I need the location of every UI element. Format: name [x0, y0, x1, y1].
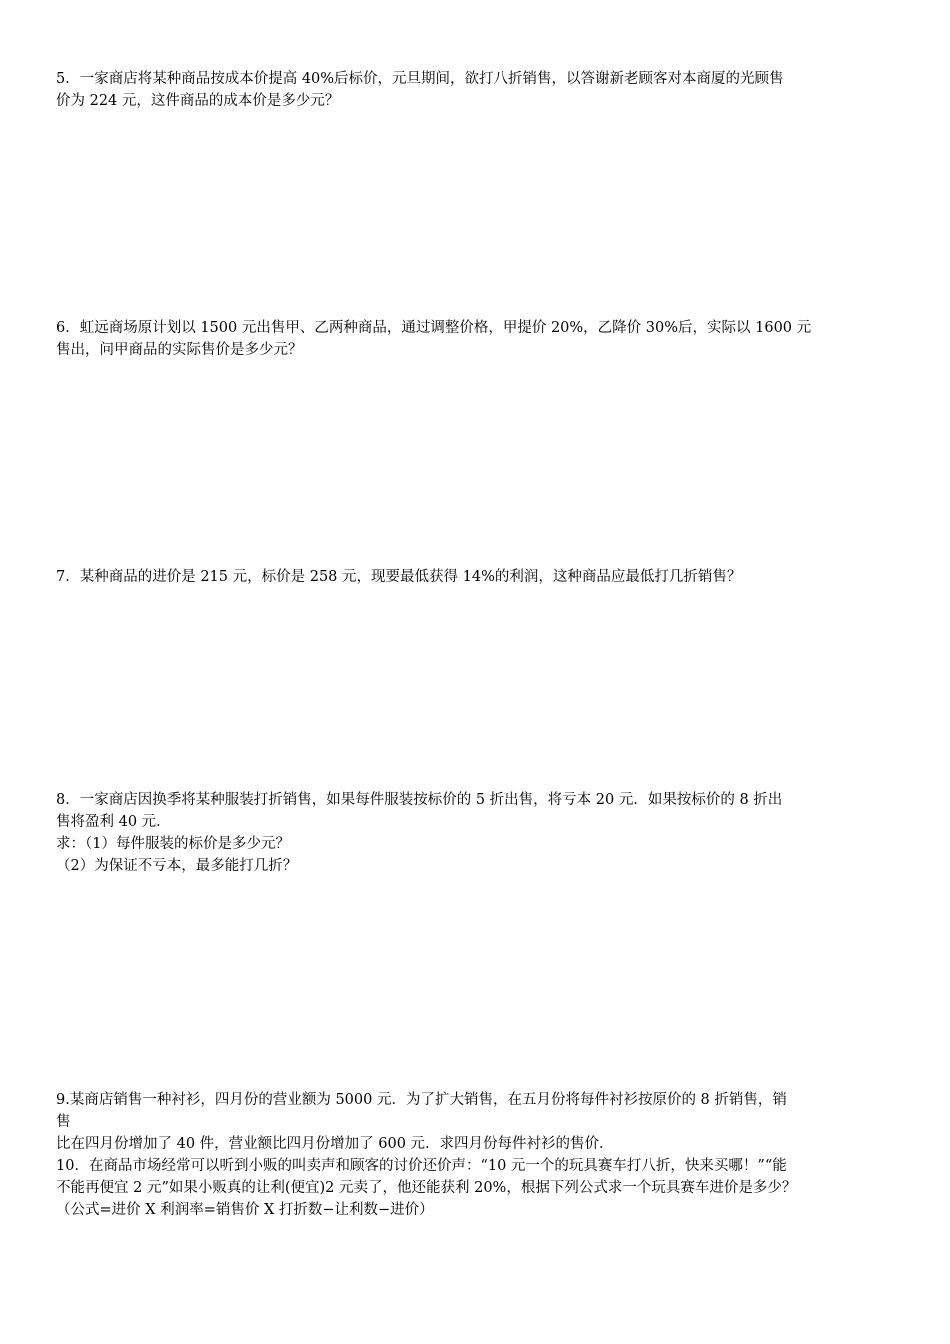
question-8-line-2: 售将盈利 40 元． [56, 814, 171, 830]
question-7 [56, 566, 901, 588]
question-9-line-3: 比在四月份增加了 40 件，营业额比四月份增加了 600 元．求四月份每件衬衫的售价． [56, 1136, 614, 1152]
question-9-line-2: 售 [56, 1114, 71, 1130]
question-8-part-1: 求：（1）每件服装的标价是多少元？ [56, 836, 290, 852]
question-6 [56, 317, 901, 361]
question-5-line-1: 5．一家商店将某种商品按成本价提高 40%后标价，元旦期间，欲打八折销售，以答谢新老顾客对本商厦的光顾售 [56, 71, 784, 87]
question-10-line-2: 不能再便宜 2 元”如果小贩真的让利(便宜)2 元卖了，他还能获利 20%，根据下列公式求一个玩具赛车进价是多少？ [56, 1180, 797, 1196]
question-8-line-1: 8．一家商店因换季将某种服装打折销售，如果每件服装按标价的 5 折出售，将亏本 20 元．如果按标价的 8 折出 [56, 792, 783, 808]
question-9 [56, 1089, 901, 1155]
question-10 [56, 1155, 901, 1221]
question-6-line-2: 售出，问甲商品的实际售价是多少元？ [56, 342, 303, 358]
question-5-line-2: 价为 224 元，这件商品的成本价是多少元？ [56, 93, 340, 109]
question-7-line-1: 7．某种商品的进价是 215 元，标价是 258 元，现要最低获得 14%的利润，这种商品应最低打几折销售？ [56, 569, 742, 585]
question-9-line-1: 9.某商店销售一种衬衫，四月份的营业额为 5000 元．为了扩大销售，在五月份将每件衬衫按原价的 8 折销售，销 [56, 1092, 787, 1108]
question-10-line-1: 10．在商品市场经常可以听到小贩的叫卖声和顾客的讨价还价声：“10 元一个的玩具赛车打八折，快来买哪！”“能 [56, 1158, 787, 1174]
question-8-part-2: （2）为保证不亏本，最多能打几折？ [56, 858, 298, 874]
question-5 [56, 68, 901, 112]
question-8 [56, 789, 901, 877]
question-6-line-1: 6．虹远商场原计划以 1500 元出售甲、乙两种商品，通过调整价格，甲提价 20%，乙降价 30%后，实际以 1600 元 [56, 320, 812, 336]
question-10-formula: （公式=进价 X 利润率=销售价 X 打折数−让利数−进价） [56, 1202, 434, 1218]
